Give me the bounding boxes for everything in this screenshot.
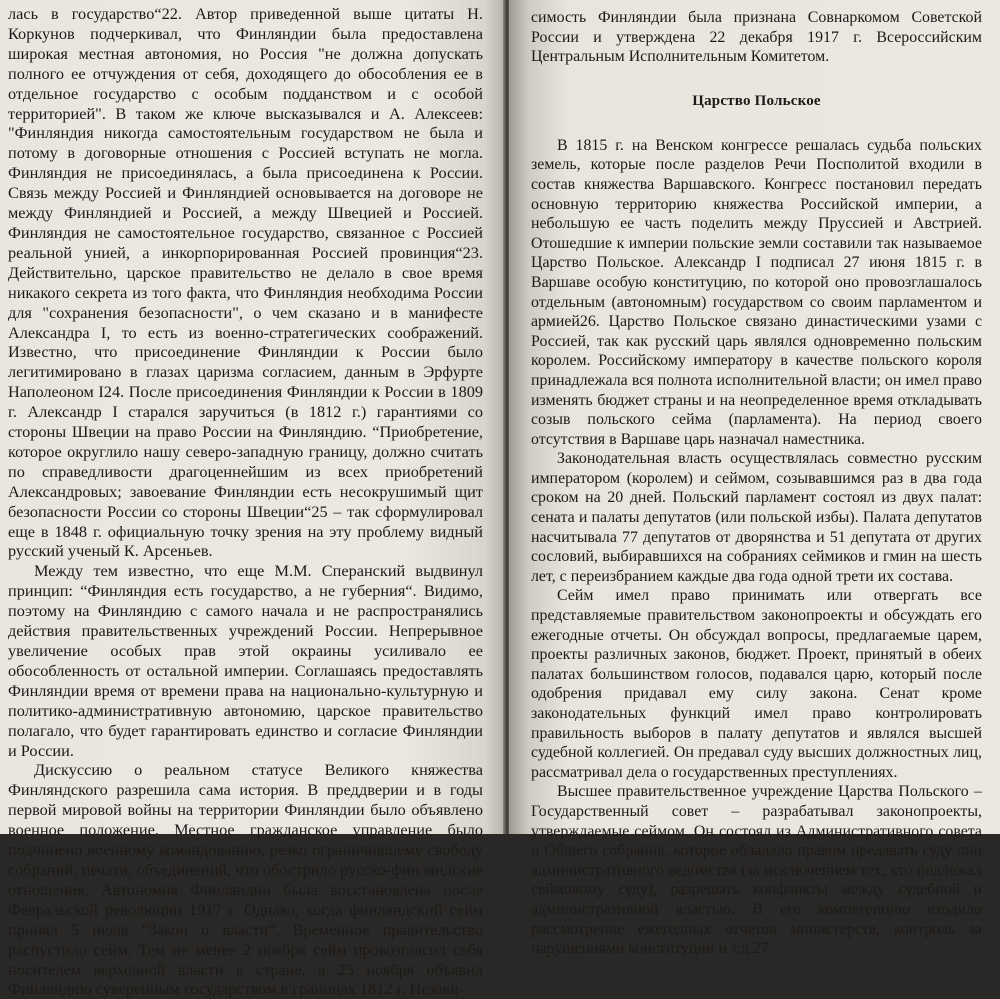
right-paragraph-2: Законодательная власть осуществлялась совместно русским императором (королем) и сеймом, созывавшимся раз в два года сроком на 20 дней. Польский парламент состоял из двух палат: сената и палаты депутатов (или польской избы). Палата депутатов насчитывала 77 депутатов от дворянства и 51 депутата от других сословий, выбиравшихся на собраниях сеймиков и гмин на шесть лет, с переизбранием каждые два года одной трети их состава. [531, 450, 982, 585]
left-page-text [8, 4, 483, 999]
right-paragraph-3: Сейм имел право принимать или отвергать все представляемые правительством законопроекты и обсуждать его ежегодные отчеты. Он обсуждал вопросы, предлагаемые царем, проекты различных законов, бюджет. Проект, принятый в обеих палатах большинством голосов, подавался царю, который после одобрения придавал ему силу закона. Сенат кроме законодательных функций имел право контролировать правильность выборов в палату депутатов и являлся высшей судебной коллегией. Он предавал суду высших должностных лиц, рассматривал дела о государственных преступлениях. [531, 587, 982, 781]
right-intro-paragraph: симость Финляндии была признана Совнаркомом Советской России и утверждена 22 декабря 1917 г. Всероссийским Центральным Исполнительным Комитетом. [531, 9, 982, 66]
left-paragraph-3: Дискуссию о реальном статусе Великого княжества Финляндского разрешила сама история. В преддверии и в годы первой мировой войны на территории Финляндии было объявлено военное положение. Местное гражданское управление было подчинено военному командованию, резко ограничившему свободу собраний, печати, объединений, что обострило русско-финляндские отношения. Автономия Финляндии была восстановлена после Февральской революции 1917 г. Однако, когда финляндский сейм принял 5 июля “Закон о власти“, Временное правительство распустило сейм. Тем не менее 2 ноября сейм провозгласил себя носителем верховной власти в стране, а 23 ноября объявил Финляндию суверенным государством в границах 1812 г. Незави- [8, 760, 483, 999]
right-paragraph-1: В 1815 г. на Венском конгрессе решалась судьба польских земель, которые после разделов Речи Посполитой входили в состав княжества Варшавского. Конгресс постановил передать основную территорию княжества Российской империи, а небольшую ее часть поделить между Пруссией и Австрией. Отошедшие к империи польские земли составили так называемое Царство Польское. Александр I подписал 27 июня 1815 г. в Варшаве особую конституцию, по которой оно провозглашалось отдельным (автономным) государством со своим парламентом и армией26. Царство Польское связано династическими узами с Россией, так как русский царь являлся одновременно польским королем. Российскому императору в качестве польского короля принадлежала вся полнота исполнительной власти; он имел право изменять бюджет страны и на неопределенное время откладывать созыв польского сейма (парламента). На период своего отсутствия в Варшаве царь назначал наместника. [531, 136, 982, 448]
section-heading: Царство Польское [692, 92, 821, 109]
left-paragraph-1: лась в государство“22. Автор приведенной выше цитаты Н. Коркунов подчеркивал, что Финляндии была предоставлена широкая местная автономия, но Россия "не должна допускать полного ее отчуждения от себя, доходящего до обособления ее в отдельное государство с особым подданством и с особой территорией". В таком же ключе высказывался и А. Алексеев: "Финляндия никогда самостоятельным государством не была и потому в договорные отношения с Россией вступать не могла. Финляндия не присоединялась, а была присоединена к России. Связь между Россией и Финляндией основывается на договоре не между Финляндией и Россией, а между Швецией и Россией. Финляндия не самостоятельное государство, связанное с Россией реальной унией, а инкорпорированная Россией провинция“23. Действительно, царское правительство не делало в свое время никакого секрета из того факта, что Финляндия необходима России для "сохранения безопасности", о чем сказано и в манифесте Александра I, то есть из военно-стратегических соображений. Известно, что присоединение Финляндии к России было легитимировано в глазах царизма согласием, данным в Эрфурте Наполеоном I24. После присоединения Финляндии к России в 1809 г. Александр I старался заручиться (в 1812 г.) гарантиями со стороны Швеции на право России на Финляндию. “Приобретение, которое округлило нашу северо-западную границу, должно считать по справедливости драгоценнейшим из всех приобретений Александровых; завоевание Финляндии есть несокрушимый щит безопасности России со стороны Швеции“25 – так сформулировал еще в 1848 г. официальную точку зрения на эту проблему видный русский ученый К. Арсеньев. [8, 4, 483, 561]
right-paragraph-4: Высшее правительственное учреждение Царства Польского – Государственный совет – разрабатывал законопроекты, утверждаемые сеймом. Он состоял из Административного совета и Общего собрания, которое обладало правом предавать суду лиц административного ведомства (за исключением тех, кто подлежал сеймовому суду), разрешать конфликты между судебной и административной властью. В его компетенцию входило рассмотрение ежегодных отчетов министерств, контроль за нарушениями конституции и т.д.27 [531, 783, 982, 958]
right-page [509, 0, 1000, 958]
left-paragraph-2: Между тем известно, что еще М.М. Сперанский выдвинул принцип: “Финляндия есть государство, а не губерния“. Видимо, поэтому на Финляндию с самого начала и не распространялись действия правительственных учреждений России. Непрерывное увеличение особых прав этой окраины усиливало ее обособленность от остальной империи. Соглашаясь предоставлять Финляндии время от времени права на национально-культурную и политико-административную автономию, царское правительство полагало, что будет гарантировать единство и согласие Финляндии и России. [8, 561, 483, 760]
right-page-text [531, 8, 982, 959]
